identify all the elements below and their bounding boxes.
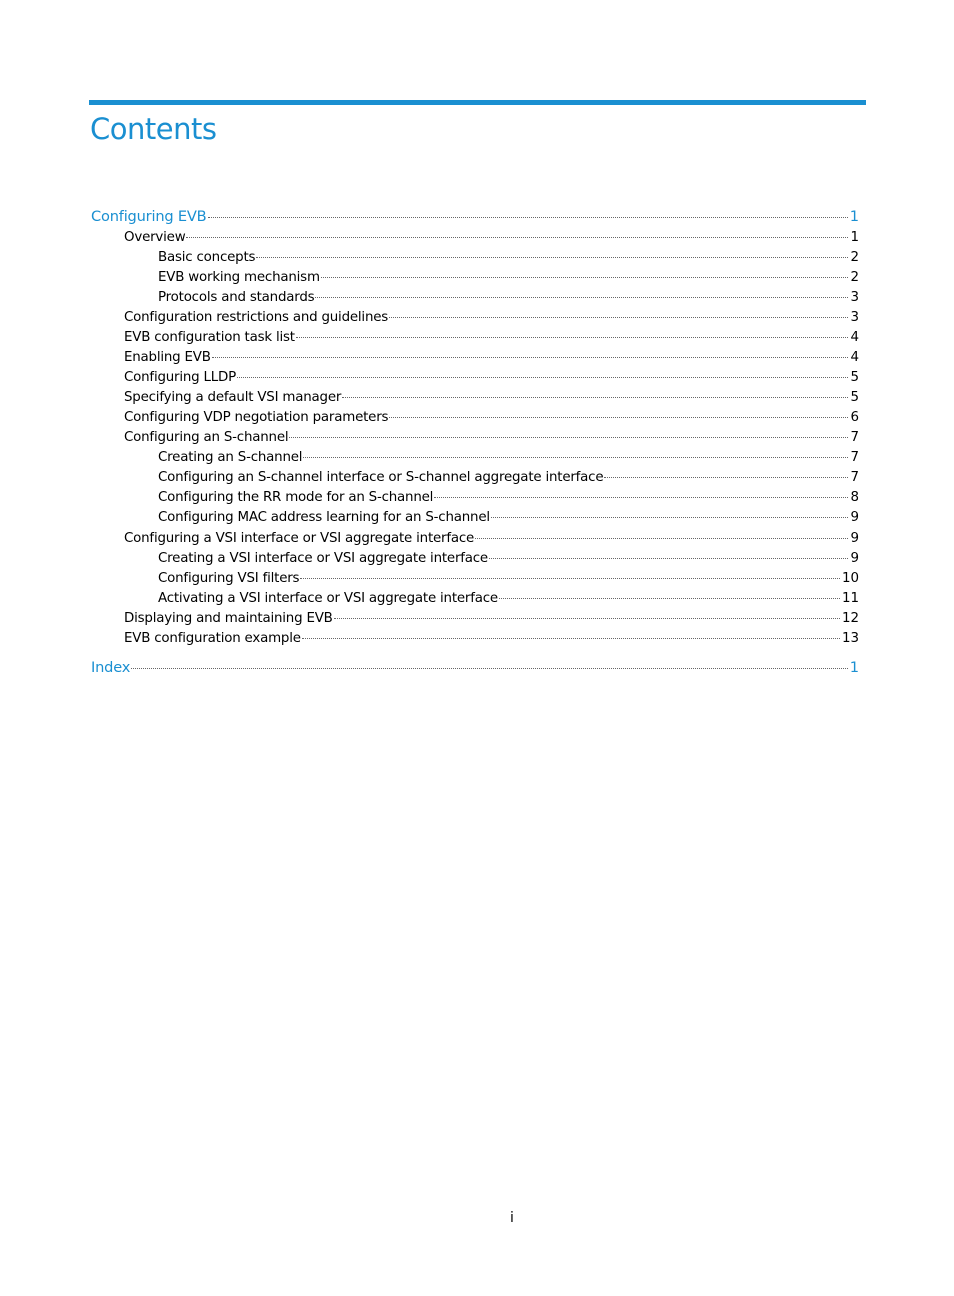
toc-section-link[interactable] xyxy=(124,228,859,248)
toc-entry-title: Configuring MAC address learning for an S-channel xyxy=(158,510,490,525)
toc-dot-leader xyxy=(256,256,848,258)
toc-entry-title: EVB configuration example xyxy=(124,631,301,646)
toc-entry-page: 5 xyxy=(850,390,859,405)
toc-entry-title: Basic concepts xyxy=(158,250,256,265)
toc-dot-leader xyxy=(491,516,849,518)
toc-dot-leader xyxy=(186,236,848,238)
toc-dot-leader xyxy=(489,557,848,559)
toc-section-link[interactable] xyxy=(124,629,859,649)
toc-section-link[interactable] xyxy=(124,408,859,428)
toc-entry-page: 3 xyxy=(850,290,859,305)
toc-entry-title: Overview xyxy=(124,230,186,245)
toc-entry-title: EVB working mechanism xyxy=(158,270,320,285)
toc-entry-page: 4 xyxy=(850,350,859,365)
toc-dot-leader xyxy=(300,577,840,579)
toc-entry-title: Creating an S-channel xyxy=(158,450,303,465)
toc-dot-leader xyxy=(475,537,848,539)
toc-dot-leader xyxy=(303,456,848,458)
toc-subsection-link[interactable] xyxy=(158,468,859,488)
toc-entry-title: Specifying a default VSI manager xyxy=(124,390,342,405)
toc-dot-leader xyxy=(389,316,848,318)
toc-chapter-link[interactable] xyxy=(91,657,859,679)
toc-entry-page: 7 xyxy=(850,470,859,485)
toc-dot-leader xyxy=(334,617,840,619)
toc-dot-leader xyxy=(321,276,849,278)
toc-section-link[interactable] xyxy=(124,308,859,328)
toc-entry-title: Configuring a VSI interface or VSI aggregate interface xyxy=(124,531,475,546)
toc-subsection-link[interactable] xyxy=(158,248,859,268)
page-number: i xyxy=(510,1210,514,1226)
toc-dot-leader xyxy=(434,496,848,498)
toc-entry-page: 2 xyxy=(850,250,859,265)
toc-section-link[interactable] xyxy=(124,368,859,388)
toc-dot-leader xyxy=(212,356,849,358)
toc-entry-title: Configuring LLDP xyxy=(124,370,237,385)
toc-entry-page: 6 xyxy=(850,410,859,425)
toc-chapter-link[interactable] xyxy=(91,206,859,228)
toc-entry-page: 11 xyxy=(841,591,859,606)
toc-entry-title: Protocols and standards xyxy=(158,290,315,305)
toc-dot-leader xyxy=(237,376,848,378)
toc-subsection-link[interactable] xyxy=(158,569,859,589)
toc-entry-page: 9 xyxy=(850,551,859,566)
toc-entry-page: 12 xyxy=(841,611,859,626)
toc-entry-page: 8 xyxy=(850,490,859,505)
toc-entry-title: EVB configuration task list xyxy=(124,330,295,345)
toc-subsection-link[interactable] xyxy=(158,448,859,468)
toc-entry-title: Configuring VSI filters xyxy=(158,571,300,586)
toc-entry-page: 1 xyxy=(850,230,859,245)
toc-subsection-link[interactable] xyxy=(158,508,859,528)
toc-section-link[interactable] xyxy=(124,529,859,549)
toc-section-link[interactable] xyxy=(124,328,859,348)
toc-entry-title: Enabling EVB xyxy=(124,350,211,365)
toc-entry-title: Configuring an S-channel xyxy=(124,430,289,445)
toc-entry-title: Configuring EVB xyxy=(91,208,207,225)
toc-subsection-link[interactable] xyxy=(158,589,859,609)
toc-dot-leader xyxy=(289,436,848,438)
toc-entry-title: Creating a VSI interface or VSI aggregate interface xyxy=(158,551,488,566)
toc-entry-page: 3 xyxy=(850,310,859,325)
toc-dot-leader xyxy=(315,296,848,298)
toc-section-link[interactable] xyxy=(124,348,859,368)
toc-entry-page: 13 xyxy=(841,631,859,646)
toc-entry-page: 4 xyxy=(850,330,859,345)
toc-dot-leader xyxy=(208,216,848,218)
toc-entry-title: Index xyxy=(91,659,131,676)
toc-entry-page: 1 xyxy=(849,659,859,676)
toc-entry-page: 10 xyxy=(841,571,859,586)
toc-entry-title: Configuration restrictions and guidelines xyxy=(124,310,389,325)
toc-entry-page: 2 xyxy=(850,270,859,285)
toc-dot-leader xyxy=(499,597,840,599)
toc-dot-leader xyxy=(342,396,848,398)
toc-entry-page: 7 xyxy=(850,430,859,445)
toc-entry-title: Activating a VSI interface or VSI aggregate interface xyxy=(158,591,498,606)
toc-entry-title: Displaying and maintaining EVB xyxy=(124,611,333,626)
toc-entry-page: 1 xyxy=(849,208,859,225)
toc-section-link[interactable] xyxy=(124,388,859,408)
toc-subsection-link[interactable] xyxy=(158,268,859,288)
toc-dot-leader xyxy=(604,476,848,478)
toc-dot-leader xyxy=(302,637,840,639)
toc-dot-leader xyxy=(296,336,849,338)
toc-section-link[interactable] xyxy=(124,609,859,629)
toc-entry-title: Configuring the RR mode for an S-channel xyxy=(158,490,434,505)
toc-entry-title: Configuring an S-channel interface or S-channel aggregate interface xyxy=(158,470,604,485)
toc-dot-leader xyxy=(131,667,848,669)
toc-subsection-link[interactable] xyxy=(158,288,859,308)
toc-entry-page: 9 xyxy=(850,531,859,546)
page-title: Contents xyxy=(90,112,217,146)
toc-entry-page: 7 xyxy=(850,450,859,465)
toc-entry-page: 9 xyxy=(850,510,859,525)
toc-entry-page: 5 xyxy=(850,370,859,385)
toc-subsection-link[interactable] xyxy=(158,488,859,508)
toc-dot-leader xyxy=(389,416,848,418)
toc-section-link[interactable] xyxy=(124,428,859,448)
toc-subsection-link[interactable] xyxy=(158,549,859,569)
toc-entry-title: Configuring VDP negotiation parameters xyxy=(124,410,389,425)
